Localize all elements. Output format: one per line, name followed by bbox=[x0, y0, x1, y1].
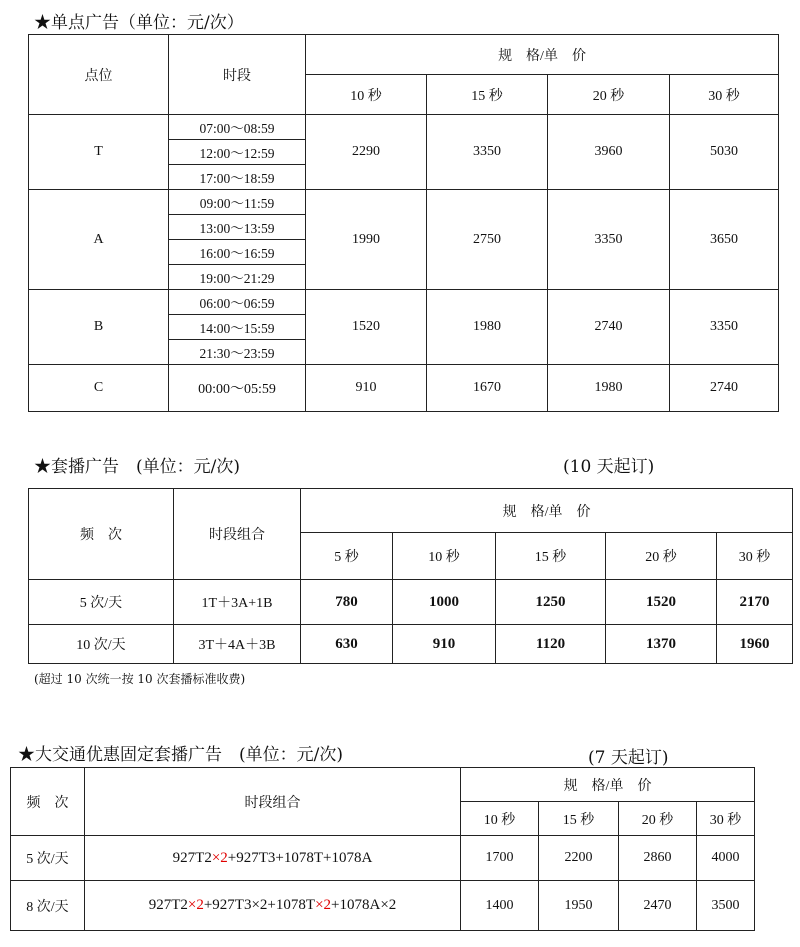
price-cell: 1250 bbox=[496, 580, 606, 625]
table2-note: (超过 10 次统一按 10 次套播标准收费) bbox=[34, 672, 246, 686]
combo-part: +927T3+1078T+1078A bbox=[227, 849, 373, 866]
time-slot: 19:00～21:29 bbox=[169, 265, 306, 290]
package-ad-table bbox=[28, 488, 793, 664]
price-cell: 1670 bbox=[427, 365, 548, 412]
header-duration: 10 秒 bbox=[306, 75, 427, 115]
price-cell: 4000 bbox=[697, 836, 755, 881]
combo-cell bbox=[85, 881, 461, 931]
header-duration: 30 秒 bbox=[717, 533, 793, 580]
price-cell: 2740 bbox=[548, 290, 670, 365]
time-slot: 09:00～11:59 bbox=[169, 190, 306, 215]
table2-title: ★套播广告 (单位：元/次) bbox=[34, 457, 240, 477]
header-frequency: 频 次 bbox=[29, 489, 174, 580]
price-cell: 3960 bbox=[548, 115, 670, 190]
price-cell: 3500 bbox=[697, 881, 755, 931]
time-slot: 17:00～18:59 bbox=[169, 165, 306, 190]
combo-multiplier-highlight: ×2 bbox=[211, 849, 228, 866]
header-spec: 规 格/单 价 bbox=[461, 768, 755, 802]
header-duration: 15 秒 bbox=[539, 802, 619, 836]
price-cell: 3350 bbox=[670, 290, 779, 365]
price-cell: 1980 bbox=[548, 365, 670, 412]
price-cell: 1990 bbox=[306, 190, 427, 290]
frequency-cell: 10 次/天 bbox=[29, 625, 174, 664]
price-cell: 1520 bbox=[306, 290, 427, 365]
header-time: 时段 bbox=[169, 35, 306, 115]
point-label: C bbox=[29, 365, 169, 412]
price-cell: 630 bbox=[301, 625, 393, 664]
price-cell: 3350 bbox=[548, 190, 670, 290]
header-duration: 30 秒 bbox=[670, 75, 779, 115]
combo-part: 927T2 bbox=[172, 849, 212, 866]
price-cell: 910 bbox=[393, 625, 496, 664]
header-duration: 5 秒 bbox=[301, 533, 393, 580]
header-point: 点位 bbox=[29, 35, 169, 115]
header-duration: 10 秒 bbox=[461, 802, 539, 836]
price-cell: 2750 bbox=[427, 190, 548, 290]
price-cell: 1120 bbox=[496, 625, 606, 664]
header-frequency: 频 次 bbox=[11, 768, 85, 836]
header-duration: 20 秒 bbox=[606, 533, 717, 580]
combo-cell bbox=[85, 836, 461, 881]
point-label: T bbox=[29, 115, 169, 190]
price-cell: 1370 bbox=[606, 625, 717, 664]
price-cell: 3350 bbox=[427, 115, 548, 190]
table3-min-days: (7 天起订) bbox=[588, 748, 669, 768]
header-duration: 20 秒 bbox=[548, 75, 670, 115]
header-duration: 15 秒 bbox=[427, 75, 548, 115]
price-cell: 1400 bbox=[461, 881, 539, 931]
price-cell: 910 bbox=[306, 365, 427, 412]
price-cell: 1520 bbox=[606, 580, 717, 625]
time-slot: 12:00～12:59 bbox=[169, 140, 306, 165]
price-cell: 1000 bbox=[393, 580, 496, 625]
table1-title: ★单点广告（单位：元/次） bbox=[34, 13, 244, 33]
header-duration: 30 秒 bbox=[697, 802, 755, 836]
price-cell: 780 bbox=[301, 580, 393, 625]
combo-multiplier-highlight: ×2 bbox=[315, 897, 332, 913]
time-slot: 00:00～05:59 bbox=[169, 365, 306, 412]
header-spec: 规 格/单 价 bbox=[301, 489, 793, 533]
frequency-cell: 5 次/天 bbox=[29, 580, 174, 625]
price-cell: 1980 bbox=[427, 290, 548, 365]
price-cell: 1950 bbox=[539, 881, 619, 931]
table2-min-days: (10 天起订) bbox=[563, 457, 655, 477]
combo-cell: 1T＋3A+1B bbox=[174, 580, 301, 625]
header-combo: 时段组合 bbox=[85, 768, 461, 836]
header-duration: 20 秒 bbox=[619, 802, 697, 836]
price-cell: 1960 bbox=[717, 625, 793, 664]
header-duration: 10 秒 bbox=[393, 533, 496, 580]
header-duration: 15 秒 bbox=[496, 533, 606, 580]
header-combo: 时段组合 bbox=[174, 489, 301, 580]
price-cell: 2170 bbox=[717, 580, 793, 625]
frequency-cell: 8 次/天 bbox=[11, 881, 85, 931]
combo-part: +1078A×2 bbox=[331, 897, 397, 913]
price-cell: 2290 bbox=[306, 115, 427, 190]
time-slot: 14:00～15:59 bbox=[169, 315, 306, 340]
transport-package-ad-table bbox=[10, 767, 755, 931]
price-cell: 2200 bbox=[539, 836, 619, 881]
single-point-ad-table bbox=[28, 34, 779, 412]
price-cell: 5030 bbox=[670, 115, 779, 190]
price-cell: 2860 bbox=[619, 836, 697, 881]
table3-title: ★大交通优惠固定套播广告 (单位：元/次) bbox=[18, 745, 343, 765]
time-slot: 21:30～23:59 bbox=[169, 340, 306, 365]
price-cell: 1700 bbox=[461, 836, 539, 881]
point-label: B bbox=[29, 290, 169, 365]
time-slot: 16:00～16:59 bbox=[169, 240, 306, 265]
point-label: A bbox=[29, 190, 169, 290]
time-slot: 07:00～08:59 bbox=[169, 115, 306, 140]
combo-cell: 3T＋4A＋3B bbox=[174, 625, 301, 664]
time-slot: 13:00～13:59 bbox=[169, 215, 306, 240]
price-cell: 3650 bbox=[670, 190, 779, 290]
price-cell: 2740 bbox=[670, 365, 779, 412]
time-slot: 06:00～06:59 bbox=[169, 290, 306, 315]
price-cell: 2470 bbox=[619, 881, 697, 931]
combo-multiplier-highlight: ×2 bbox=[187, 897, 204, 913]
frequency-cell: 5 次/天 bbox=[11, 836, 85, 881]
header-spec: 规 格/单 价 bbox=[306, 35, 779, 75]
combo-part: 927T2 bbox=[148, 897, 188, 913]
combo-part: +927T3×2+1078T bbox=[203, 897, 316, 913]
